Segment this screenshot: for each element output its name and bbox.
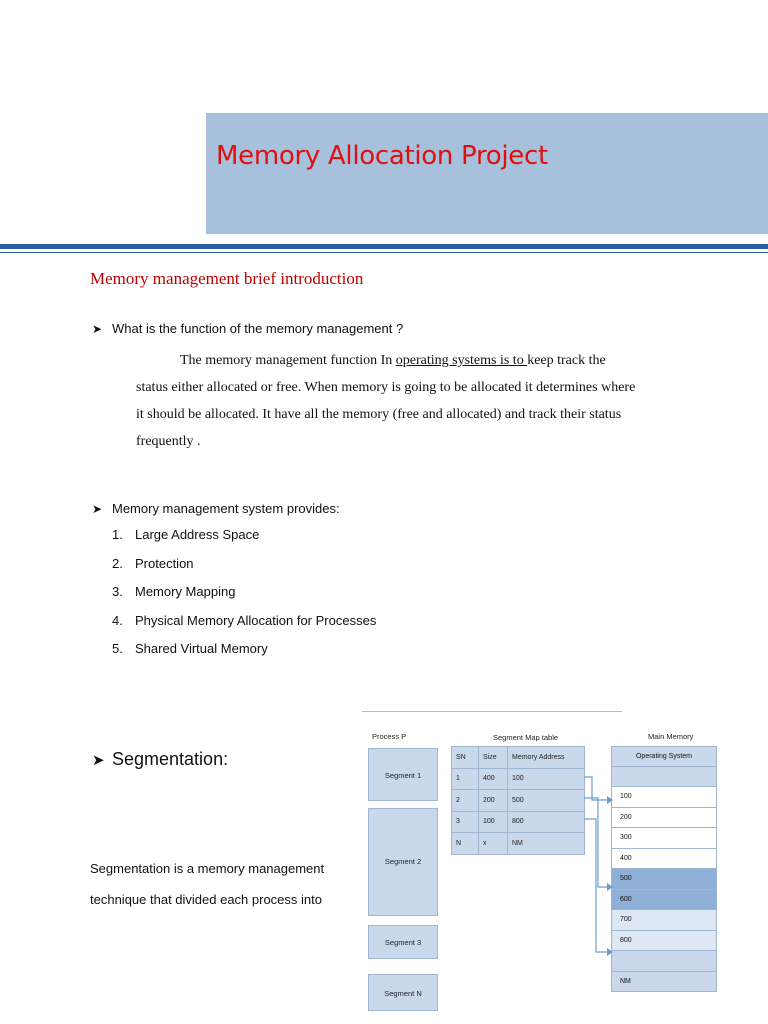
table-header-row: SN Size Memory Address — [452, 747, 585, 769]
segment-box: Segment 3 — [368, 925, 438, 959]
memory-cell: NM — [611, 972, 717, 993]
process-label: Process P — [372, 732, 407, 741]
table-row: 2 200 500 — [452, 790, 585, 812]
memory-cell: 400 — [611, 849, 717, 870]
header-rule — [0, 244, 768, 249]
arrow-bullet-icon: ➤ — [92, 502, 103, 516]
features-list — [112, 527, 376, 670]
memory-label: Main Memory — [648, 732, 694, 741]
arrow-bullet-icon: ➤ — [92, 752, 105, 769]
table-row: N x NM — [452, 833, 585, 855]
question-bullet — [92, 321, 403, 336]
table-row: 1 400 100 — [452, 768, 585, 790]
segmentation-heading: ➤ Segmentation: — [92, 749, 229, 769]
list-item: 3. Memory Mapping — [112, 584, 236, 599]
memory-cell: 700 — [611, 910, 717, 931]
list-item: 2. Protection — [112, 555, 194, 571]
header-rule-thin — [0, 252, 768, 253]
segment-box: Segment 2 — [368, 808, 438, 916]
segmentation-diagram — [362, 706, 768, 1024]
section-heading: Memory management brief introduction — [90, 269, 364, 288]
segmentation-paragraph: Segmentation is a memory management technique that divided each process into — [90, 861, 325, 907]
page-title: Memory Allocation Project — [216, 141, 548, 171]
table-label: Segment Map table — [493, 733, 559, 742]
memory-cell: 300 — [611, 828, 717, 849]
arrow-bullet-icon: ➤ — [92, 322, 103, 336]
provides-text: Memory management system provides: — [112, 501, 340, 516]
arrow-row3-to-800 — [584, 819, 607, 952]
table-row: 3 100 800 — [452, 811, 585, 833]
segment-box: Segment 1 — [368, 748, 438, 801]
intro-paragraph: The memory management function In operating systems is to keep track the status either allocated or free. When memory is going to be allocated it determines where it should be allocated. It have all the memory (free and allocated) and track their status frequently . — [136, 353, 636, 449]
link-operating-systems[interactable]: operating systems is to — [395, 353, 528, 368]
list-item: 4. Physical Memory Allocation for Processes — [112, 612, 377, 628]
question-text: What is the function of the memory management ? — [112, 321, 404, 336]
memory-cell: 600 — [611, 890, 717, 911]
title-band — [206, 113, 768, 234]
list-item: 5. Shared Virtual Memory — [112, 641, 268, 656]
memory-cell: Operating System — [611, 746, 717, 767]
list-item: 1. Large Address Space — [112, 527, 260, 542]
arrow-row1-to-100 — [584, 777, 607, 800]
segment-box: Segment N — [368, 974, 438, 1011]
memory-cell: 500 — [611, 869, 717, 890]
memory-cell: 100 — [611, 787, 717, 808]
provides-bullet — [92, 501, 340, 516]
mapping-arrows — [362, 706, 768, 1024]
memory-cell: 200 — [611, 808, 717, 829]
memory-cell: 800 — [611, 931, 717, 952]
